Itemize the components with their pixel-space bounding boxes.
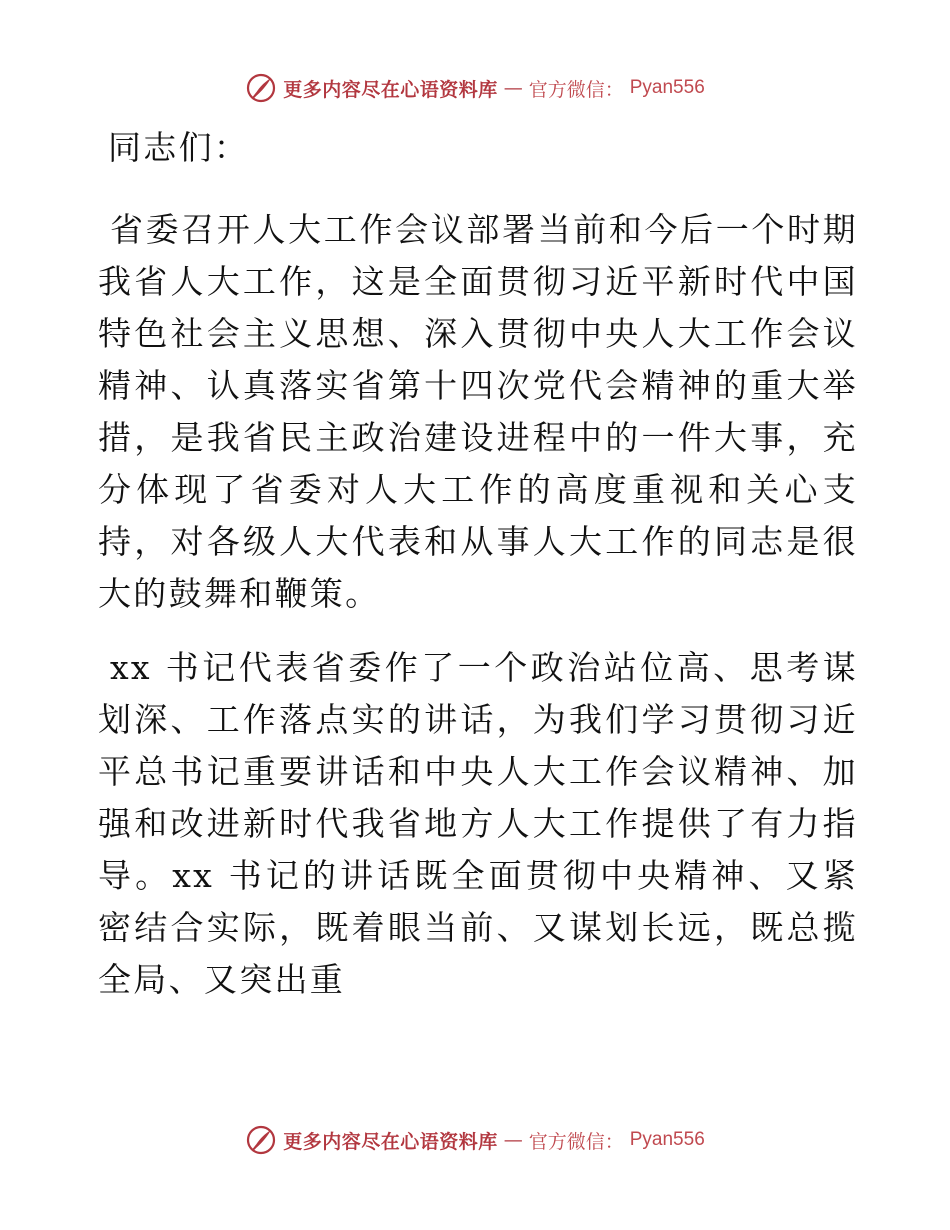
library-text: 更多内容尽在心语资料库: [283, 78, 498, 101]
wechat-id: Pyan556: [629, 1129, 705, 1150]
library-text: 更多内容尽在心语资料库: [283, 1130, 498, 1153]
feather-pen-logo-icon: [245, 72, 277, 104]
feather-pen-logo-icon: [245, 1124, 277, 1156]
banner-dash: —: [503, 1129, 523, 1151]
paragraph-2: xx 书记代表省委作了一个政治站位高、思考谋划深、工作落点实的讲话，为我们学习贯彻习近平总书记重要讲话和中央人大工作会议精神、加强和改进新时代我省地方人大工作提供了有力指导。xx 书记的讲话既全面贯彻中央精神、又紧密结合实际，既着眼当前、又谋划长远，既总揽全局、又突出重: [98, 648, 858, 999]
banner-dash: —: [503, 77, 523, 99]
footer-banner: [0, 1122, 950, 1158]
paragraph-1: 省委召开人大工作会议部署当前和今后一个时期我省人大工作，这是全面贯彻习近平新时代中国特色社会主义思想、深入贯彻中央人大工作会议精神、认真落实省第十四次党代会精神的重大举措，是我省民主政治建设进程中的一件大事，充分体现了省委对人大工作的高度重视和关心支持，对各级人大代表和从事人大工作的同志是很大的鼓舞和鞭策。: [98, 210, 858, 613]
header-banner: [0, 70, 950, 106]
wechat-id: Pyan556: [629, 77, 705, 98]
official-wechat-label: 官方微信：: [528, 1130, 624, 1153]
greeting: 同志们：: [108, 128, 250, 167]
document-body: [98, 122, 858, 1006]
official-wechat-label: 官方微信：: [528, 78, 624, 101]
